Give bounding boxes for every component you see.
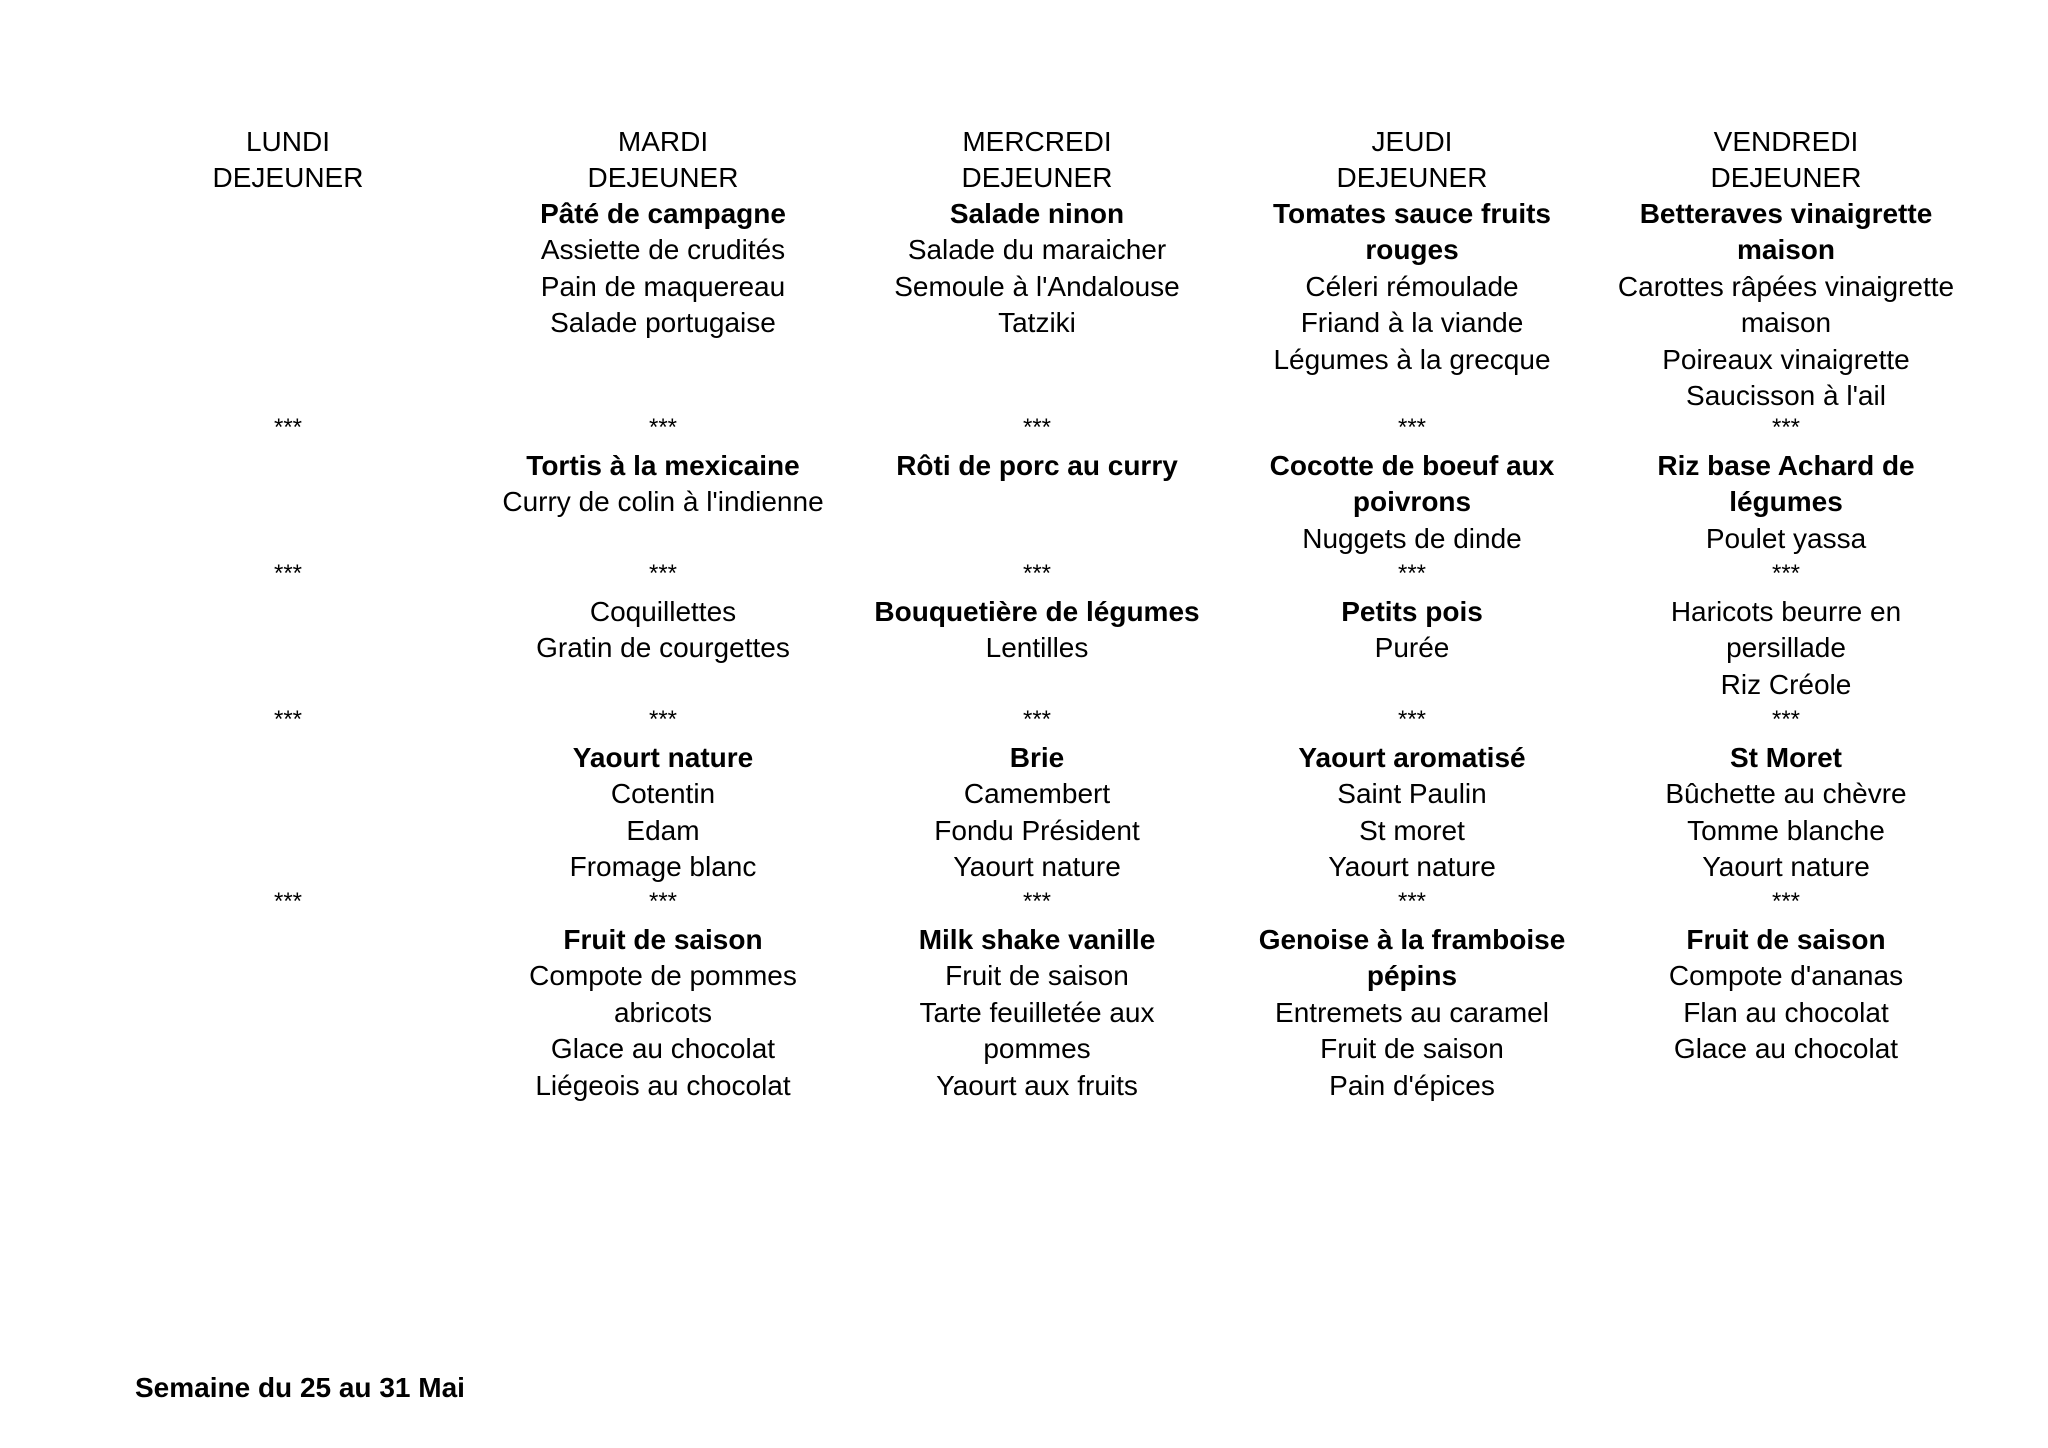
menu-item: Bouquetière de légumes [874,596,1200,627]
menu-item: Cocotte de boeuf aux [1269,450,1555,481]
mains-section [849,448,1225,484]
menu-item: Betteraves vinaigrette [1639,198,1933,229]
menu-item: Légumes à la grecque [1273,343,1551,375]
menu-item: Tomates sauce fruits [1272,198,1552,229]
menu-item: Curry de colin à l'indienne [502,486,824,518]
menu-item: Coquillettes [589,596,737,627]
mains-section [475,448,851,521]
course-separator: *** [1022,706,1052,733]
menu-item: Yaourt aux fruits [936,1069,1138,1101]
course-separator: *** [648,560,678,587]
course-separator: *** [1397,414,1427,441]
menu-item: Petits pois [1341,596,1483,627]
dairy-section [849,740,1225,886]
desserts-section [849,922,1225,1104]
menu-item: Fruit de saison [1686,924,1886,955]
menu-item: Brie [1009,742,1065,773]
course-separator: *** [273,888,303,915]
menu-item: maison [1740,307,1832,339]
day-name: LUNDI [245,126,330,157]
day-name: MARDI [617,126,709,157]
day-header [100,124,476,196]
menu-item: persillade [1726,632,1846,664]
course-separator: *** [1397,560,1427,587]
menu-item: Genoise à la framboise [1258,924,1566,955]
course-separator: *** [1022,560,1052,587]
day-column-mercredi [849,124,1225,1101]
menu-item: Salade portugaise [550,307,776,339]
course-separator: *** [1771,414,1801,441]
day-name: VENDREDI [1713,126,1859,157]
sides-section [849,594,1225,667]
menu-item: Saucisson à l'ail [1686,380,1886,412]
course-separator: *** [273,706,303,733]
menu-item: Nuggets de dinde [1302,522,1522,554]
day-header [849,124,1225,196]
starters-section [849,196,1225,342]
menu-item: Entremets au caramel [1275,996,1549,1028]
menu-item: St moret [1359,814,1465,846]
meal-label: DEJEUNER [587,162,739,193]
menu-item: Fruit de saison [1320,1033,1504,1065]
menu-item: Fruit de saison [945,960,1129,992]
menu-item: Flan au chocolat [1683,996,1889,1028]
menu-item: pépins [1366,960,1458,992]
starters-section [1224,196,1600,378]
menu-item: Gratin de courgettes [536,632,790,664]
menu-item: Haricots beurre en [1670,596,1902,627]
menu-item: Purée [1374,632,1450,664]
menu-item: Compote d'ananas [1668,960,1904,992]
desserts-section [1598,922,1974,1068]
desserts-section [475,922,851,1104]
course-separator: *** [1771,706,1801,733]
menu-item: Cotentin [610,778,716,810]
menu-item: Yaourt nature [572,742,754,773]
course-separator: *** [1022,888,1052,915]
menu-item: Milk shake vanille [918,924,1156,955]
course-separator: *** [273,414,303,441]
menu-item: Lentilles [985,632,1089,664]
menu-item: abricots [613,996,713,1028]
meal-label: DEJEUNER [1336,162,1488,193]
menu-item: Semoule à l'Andalouse [894,270,1180,302]
course-separator: *** [1397,706,1427,733]
menu-item: Yaourt nature [1702,851,1870,883]
menu-item: Tortis à la mexicaine [526,450,800,481]
menu-item: maison [1736,234,1836,266]
mains-section [1598,448,1974,557]
menu-item: Salade du maraicher [907,234,1167,266]
week-label: Semaine du 25 au 31 Mai [135,1372,465,1403]
menu-item: Glace au chocolat [550,1033,776,1065]
menu-item: Pâté de campagne [540,198,786,229]
day-column-mardi [475,124,851,1101]
menu-item: Fruit de saison [563,924,763,955]
menu-item: Compote de pommes [529,960,797,992]
menu-item: Fromage blanc [569,851,757,883]
day-header [475,124,851,196]
desserts-section [1224,922,1600,1104]
menu-item: Saint Paulin [1337,778,1487,810]
day-column-lundi [100,124,476,915]
day-name: JEUDI [1371,126,1453,157]
starters-section [1598,196,1974,414]
sides-section [1598,594,1974,703]
menu-item: Carottes râpées vinaigrette [1617,270,1955,302]
course-separator: *** [1397,888,1427,915]
dairy-section [475,740,851,886]
meal-label: DEJEUNER [212,162,364,193]
sides-section [475,594,851,667]
menu-item: légumes [1729,486,1843,518]
course-separator: *** [273,560,303,587]
course-separator: *** [1771,560,1801,587]
menu-item: Pain de maquereau [540,270,786,302]
course-separator: *** [648,414,678,441]
menu-item: Bûchette au chèvre [1665,778,1907,810]
menu-item: rouges [1365,234,1459,266]
menu-item: Pain d'épices [1329,1069,1495,1101]
starters-section [475,196,851,342]
meal-label: DEJEUNER [961,162,1113,193]
dairy-section [1224,740,1600,886]
course-separator: *** [1022,414,1052,441]
menu-item: Yaourt nature [953,851,1121,883]
menu-item: Riz base Achard de [1657,450,1915,481]
menu-item: Salade ninon [949,198,1125,229]
day-column-jeudi [1224,124,1600,1101]
day-header [1598,124,1974,196]
day-header [1224,124,1600,196]
menu-item: Poireaux vinaigrette [1662,343,1910,375]
menu-item: Rôti de porc au curry [896,450,1178,481]
day-name: MERCREDI [962,126,1112,157]
menu-item: Tarte feuilletée aux [919,996,1155,1028]
menu-item: Friand à la viande [1300,307,1524,339]
meal-label: DEJEUNER [1710,162,1862,193]
menu-item: Yaourt aromatisé [1298,742,1526,773]
menu-item: Tomme blanche [1687,814,1885,846]
sides-section [1224,594,1600,667]
menu-item: Fondu Président [934,814,1140,846]
menu-item: Edam [626,814,700,846]
course-separator: *** [648,888,678,915]
menu-item: Céleri rémoulade [1305,270,1519,302]
menu-item: pommes [983,1033,1091,1065]
menu-item: Liégeois au chocolat [535,1069,791,1101]
menu-item: Poulet yassa [1705,522,1867,554]
menu-item: Tatziki [998,307,1076,339]
mains-section [1224,448,1600,557]
menu-item: Camembert [963,778,1111,810]
menu-item: Assiette de crudités [540,234,786,266]
menu-item: Riz Créole [1720,668,1852,700]
day-column-vendredi [1598,124,1974,1065]
menu-item: Yaourt nature [1328,851,1496,883]
menu-item: St Moret [1730,742,1842,773]
course-separator: *** [1771,888,1801,915]
dairy-section [1598,740,1974,886]
menu-item: poivrons [1352,486,1472,518]
menu-item: Glace au chocolat [1673,1033,1899,1065]
course-separator: *** [648,706,678,733]
